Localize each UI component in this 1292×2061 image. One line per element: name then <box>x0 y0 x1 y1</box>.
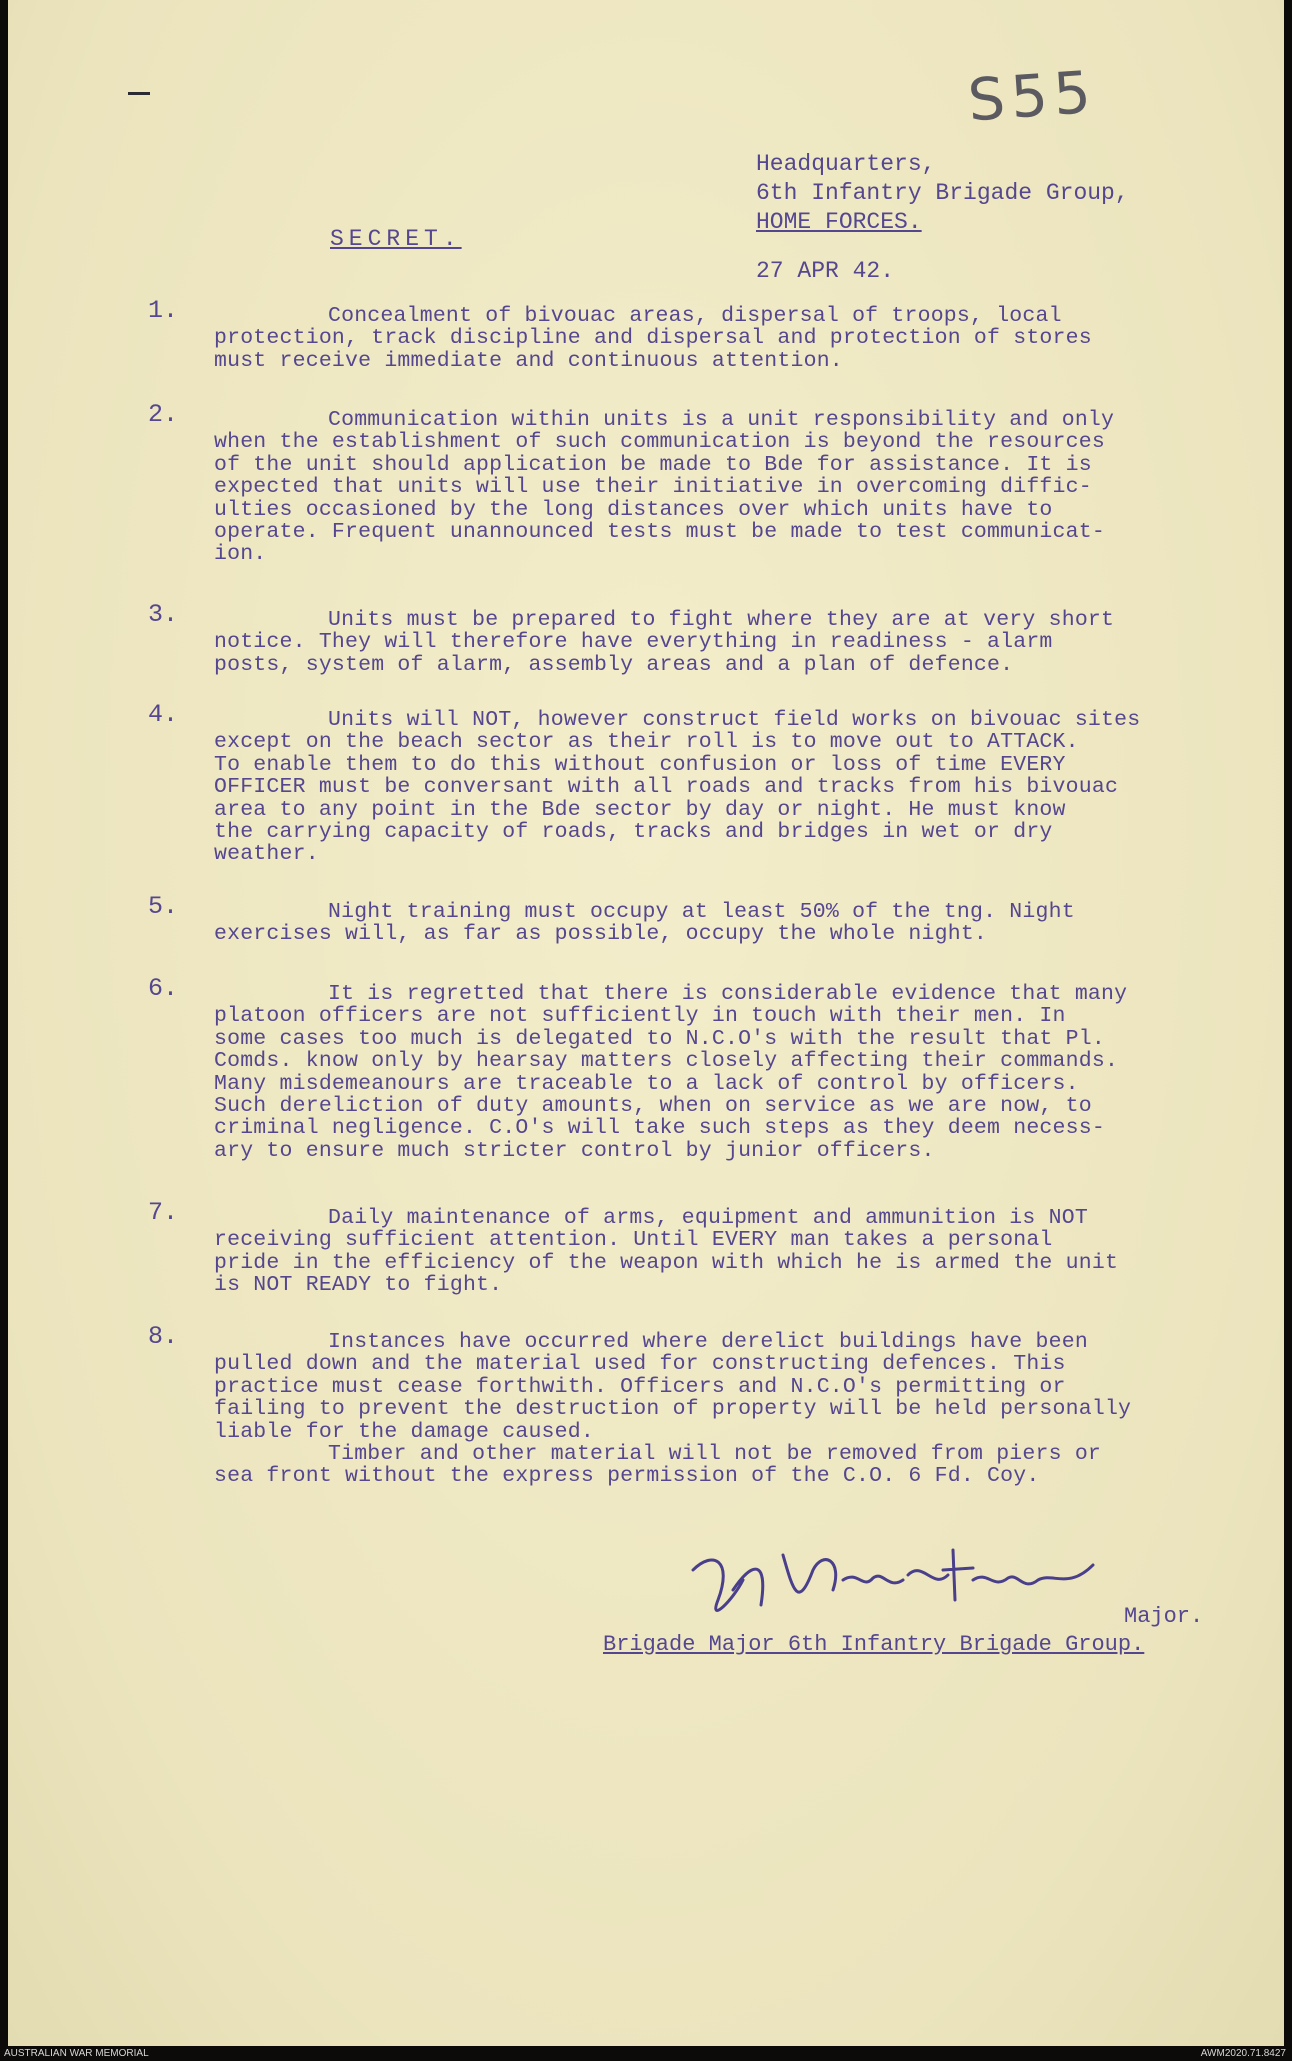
paragraph-line: Many misdemeanours are traceable to a lack of control by officers. <box>214 1071 1079 1096</box>
paragraph-number: 4. <box>148 700 179 729</box>
address-line: 6th Infantry Brigade Group, <box>756 180 1129 206</box>
paragraph-line: pulled down and the material used for constructing defences. This <box>214 1352 1066 1377</box>
letterhead-address <box>756 150 1129 237</box>
paragraph-line: Timber and other material will not be removed from piers or <box>328 1442 1102 1466</box>
paragraph-line: is NOT READY to fight. <box>214 1273 503 1298</box>
paragraph-number: 6. <box>148 974 179 1003</box>
paragraph-line: Night training must occupy at least 50% of the tng. Night <box>328 900 1075 924</box>
paragraph-line: sea front without the express permission of the C.O. 6 Fd. Coy. <box>214 1464 1040 1489</box>
paragraph-line: except on the beach sector as their roll is to move out to ATTACK. <box>214 730 1079 755</box>
paragraph-line: exercises will, as far as possible, occupy the whole night. <box>214 922 988 947</box>
paragraph-line: area to any point in the Bde sector by day or night. He must know <box>214 797 1066 822</box>
paragraph-line: failing to prevent the destruction of property will be held personally <box>214 1397 1132 1422</box>
paragraph-line: practice must cease forthwith. Officers and N.C.O's permitting or <box>214 1374 1066 1399</box>
paragraph-line: Such dereliction of duty amounts, when on service as we are now, to <box>214 1094 1092 1118</box>
address-line: HOME FORCES. <box>756 209 922 235</box>
signatory-rank: Major. <box>1124 1604 1204 1629</box>
address-line: Headquarters, <box>756 151 936 177</box>
paragraph-line: Daily maintenance of arms, equipment and ammunition is NOT <box>328 1206 1088 1230</box>
paragraph-line: Concealment of bivouac areas, dispersal of troops, local <box>328 304 1062 328</box>
paragraph-line: ulties occasioned by the long distances over which units have to <box>214 497 1053 522</box>
paragraph-line: the carrying capacity of roads, tracks and bridges in wet or dry <box>214 820 1053 844</box>
paragraph-line: weather. <box>214 842 319 867</box>
archive-reference: AWM2020.71.8427 <box>1200 2048 1286 2059</box>
paragraph-line: Communication within units is a unit responsibility and only <box>328 408 1115 432</box>
classification-heading: SECRET. <box>330 226 462 252</box>
paragraph-number: 1. <box>148 296 179 325</box>
paragraph-line: posts, system of alarm, assembly areas and a plan of defence. <box>214 652 1014 677</box>
paragraph-line: OFFICER must be conversant with all roads and tracks from his bivouac <box>214 775 1119 800</box>
paragraph-number: 3. <box>148 600 179 629</box>
margin-mark <box>128 92 150 95</box>
paragraph-line: operate. Frequent unannounced tests must be made to test communicat- <box>214 520 1105 544</box>
folio-number: S55 <box>965 57 1099 135</box>
paragraph-line: notice. They will therefore have everything in readiness - alarm <box>214 630 1053 655</box>
paragraph-number: 8. <box>148 1322 179 1351</box>
paragraph-line: It is regretted that there is considerable evidence that many <box>328 982 1128 1006</box>
paragraph-line: platoon officers are not sufficiently in touch with their men. In <box>214 1004 1066 1029</box>
paragraph-line: some cases too much is delegated to N.C.O's with the result that Pl. <box>214 1026 1105 1051</box>
paragraph-line: Instances have occurred where derelict buildings have been <box>328 1330 1088 1354</box>
paragraph-line: Units will NOT, however construct field works on bivouac sites <box>328 708 1141 732</box>
paragraph-line: ion. <box>214 542 267 567</box>
document-page <box>8 0 1284 2046</box>
paragraph-number: 7. <box>148 1198 179 1227</box>
paragraph-line: Comds. know only by hearsay matters closely affecting their commands. <box>214 1049 1119 1074</box>
paragraph-line: To enable them to do this without confusion or loss of time EVERY <box>214 752 1066 777</box>
paragraph-line: expected that units will use their initiative in overcoming diffic- <box>214 475 1092 500</box>
paragraph-line: of the unit should application be made to Bde for assistance. It is <box>214 452 1092 477</box>
paragraph-line: protection, track discipline and dispersal and protection of stores <box>214 326 1092 351</box>
paragraph-line: ary to ensure much stricter control by junior officers. <box>214 1138 935 1163</box>
paragraph-line: criminal negligence. C.O's will take such steps as they deem necess- <box>214 1116 1105 1141</box>
paragraph-number: 2. <box>148 400 179 429</box>
document-date: 27 APR 42. <box>756 258 895 284</box>
paragraph-number: 5. <box>148 892 179 921</box>
signatory-title: Brigade Major 6th Infantry Brigade Group. <box>603 1632 1145 1657</box>
paragraph-line: Units must be prepared to fight where they are at very short <box>328 608 1115 632</box>
archive-credit: AUSTRALIAN WAR MEMORIAL <box>4 2048 149 2059</box>
paragraph-line: liable for the damage caused. <box>214 1419 594 1444</box>
paragraph-line: receiving sufficient attention. Until EVERY man takes a personal <box>214 1228 1053 1253</box>
paragraph-line: pride in the efficiency of the weapon with which he is armed the unit <box>214 1250 1119 1275</box>
paragraph-line: when the establishment of such communication is beyond the resources <box>214 430 1105 455</box>
paragraph-line: must receive immediate and continuous attention. <box>214 348 843 373</box>
